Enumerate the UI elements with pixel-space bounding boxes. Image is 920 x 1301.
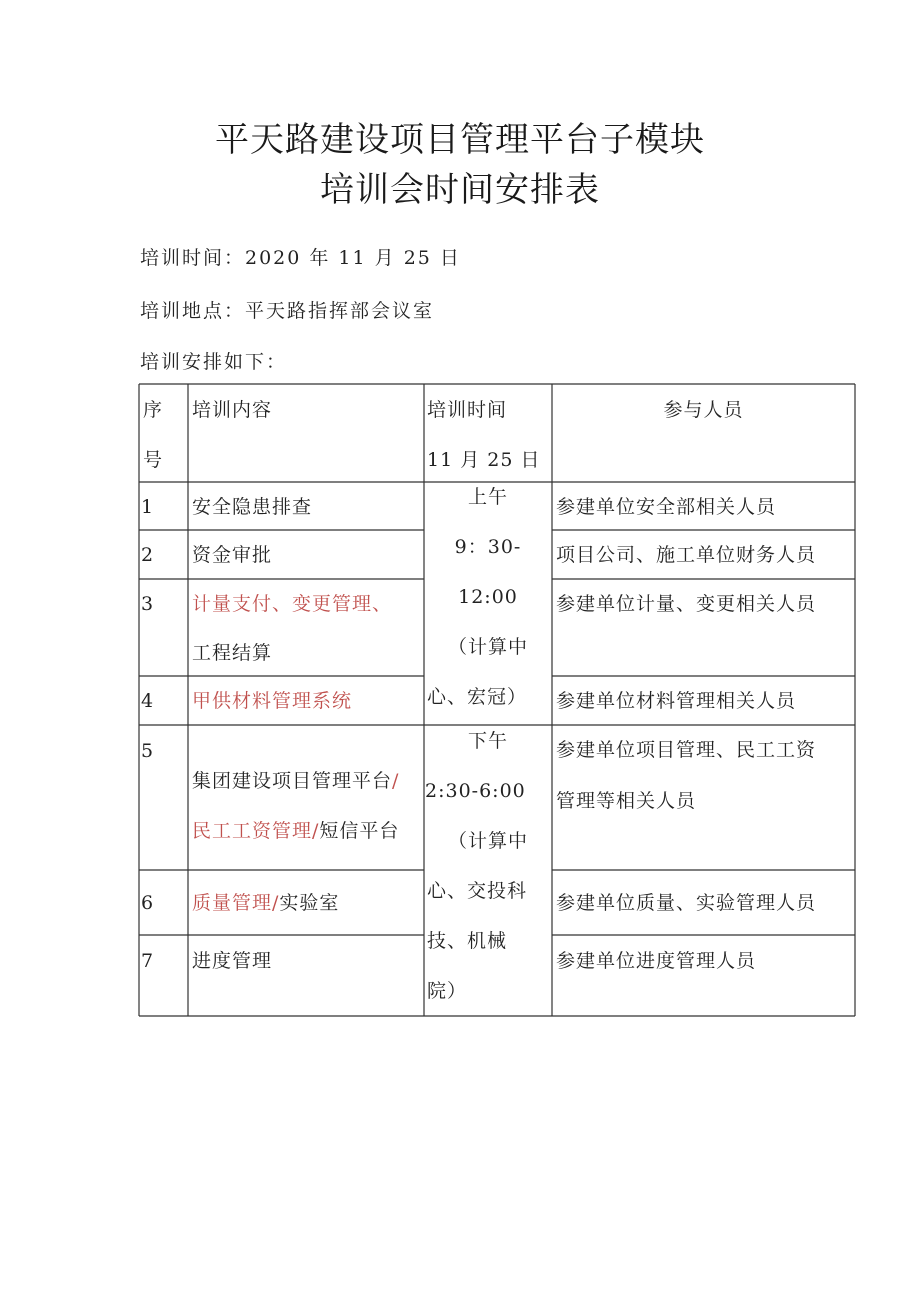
row5-content-line2-text: 短信平台 <box>319 820 400 842</box>
header-time-line2: 11 月 25 日 <box>427 449 541 471</box>
row5-content-line1-slash: / <box>392 770 400 792</box>
row4-participants: 参建单位材料管理相关人员 <box>556 690 797 712</box>
row1-participants: 参建单位安全部相关人员 <box>556 496 777 518</box>
row5-content-line2 <box>192 806 399 856</box>
document-title: 平天路建设项目管理平台子模块 <box>215 120 705 160</box>
row5-seq: 5 <box>141 740 155 762</box>
afternoon-location-line3: 技、机械 <box>427 930 508 952</box>
row2-content: 资金审批 <box>192 544 273 566</box>
morning-start: 9：30- <box>454 536 522 558</box>
header-participants: 参与人员 <box>663 399 744 421</box>
header-seq-line2: 号 <box>143 449 164 471</box>
afternoon-label: 下午 <box>467 730 508 752</box>
afternoon-location-line2: 心、交投科 <box>427 880 528 902</box>
row5-participants-line1: 参建单位项目管理、民工工资 <box>556 739 817 761</box>
training-place: 培训地点：平天路指挥部会议室 <box>140 300 435 322</box>
training-arrangement-label: 培训安排如下： <box>140 351 288 373</box>
header-time-line1: 培训时间 <box>427 399 508 421</box>
morning-end: 12:00 <box>458 586 518 608</box>
row5-content-line2-highlight: 民工工资管理/ <box>192 820 320 842</box>
row7-participants: 参建单位进度管理人员 <box>556 950 757 972</box>
row3-content-highlight: 计量支付、变更管理、 <box>192 593 393 615</box>
row1-content: 安全隐患排查 <box>192 496 313 518</box>
afternoon-time: 2:30-6:00 <box>425 780 526 802</box>
row3-participants: 参建单位计量、变更相关人员 <box>556 593 817 615</box>
row7-content: 进度管理 <box>192 950 273 972</box>
row2-participants: 项目公司、施工单位财务人员 <box>556 544 817 566</box>
training-time: 培训时间：2020 年 11 月 25 日 <box>140 247 461 269</box>
row1-seq: 1 <box>141 496 155 518</box>
row6-participants: 参建单位质量、实验管理人员 <box>556 892 817 914</box>
row3-seq: 3 <box>141 593 155 615</box>
header-seq-line1: 序 <box>143 399 164 421</box>
row2-seq: 2 <box>141 544 155 566</box>
row6-seq: 6 <box>141 892 155 914</box>
afternoon-location-line4: 院） <box>427 980 468 1002</box>
afternoon-location-line1: （计算中 <box>447 830 528 852</box>
row5-participants-line2: 管理等相关人员 <box>556 790 697 812</box>
row7-seq: 7 <box>141 950 155 972</box>
row6-content <box>192 878 339 928</box>
row4-seq: 4 <box>141 690 155 712</box>
morning-location-line1: （计算中 <box>447 636 528 658</box>
header-content: 培训内容 <box>192 399 273 421</box>
row6-content-text: 实验室 <box>279 892 340 914</box>
document-subtitle: 培训会时间安排表 <box>320 170 600 210</box>
morning-location-line2: 心、宏冠） <box>427 686 528 708</box>
morning-label: 上午 <box>467 486 508 508</box>
row4-content-highlight: 甲供材料管理系统 <box>192 690 353 712</box>
row5-content-line1-text: 集团建设项目管理平台 <box>192 770 393 792</box>
row6-content-highlight: 质量管理/ <box>192 892 280 914</box>
row5-content-line1 <box>192 756 399 806</box>
row3-content: 工程结算 <box>192 642 273 664</box>
